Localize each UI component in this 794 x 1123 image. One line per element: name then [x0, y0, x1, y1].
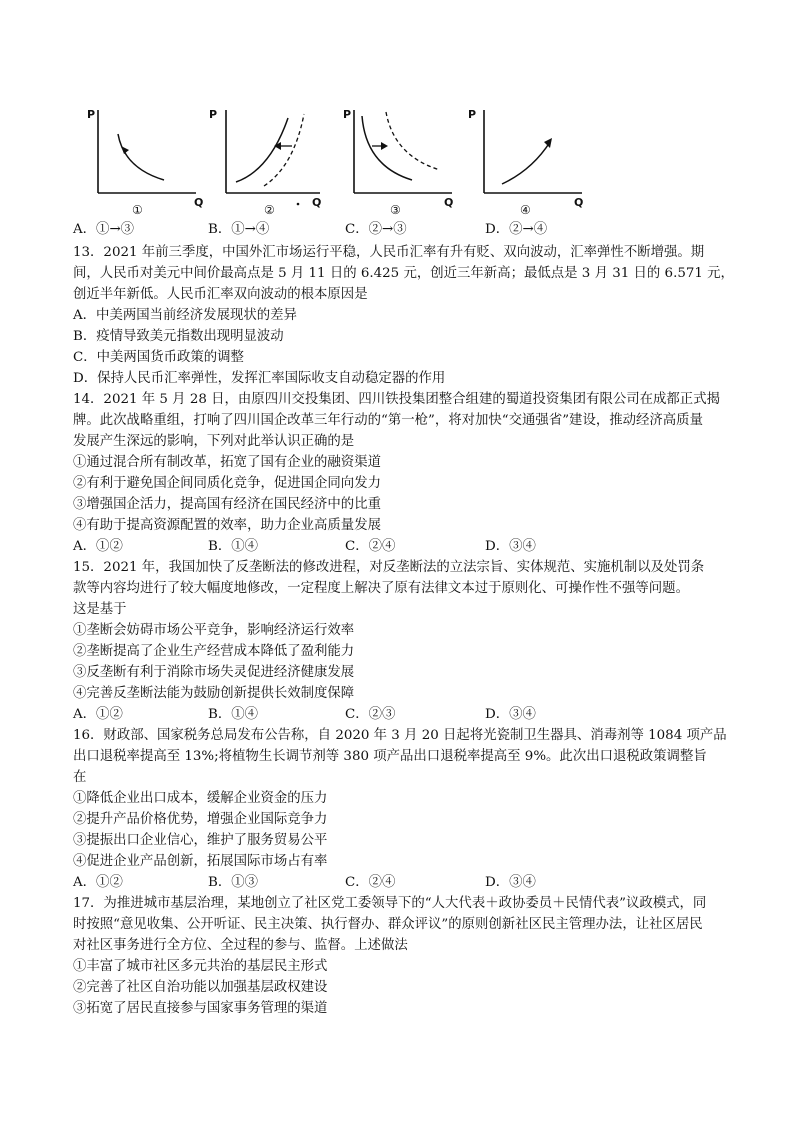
q12-option-c[interactable]: C．②→③: [345, 222, 407, 237]
q14-option-a[interactable]: A．①②: [73, 539, 123, 554]
graph-4-label: ④: [520, 203, 531, 217]
q16-option-b[interactable]: B．①③: [208, 875, 259, 890]
q13-stem-line-2: 间，人民币对美元中间价最高点是 5 月 11 日的 6.425 元，创近三年新高；最低点是 3 月 31 日的 6.571 元，: [73, 266, 734, 281]
q13-option-c[interactable]: C．中美两国货币政策的调整: [73, 350, 244, 365]
graph-4-plot: [470, 100, 590, 218]
q12-option-b[interactable]: B．①→④: [208, 222, 270, 237]
q14-item-4: ④有助于提高资源配置的效率，助力企业高质量发展: [73, 518, 381, 533]
q16-option-d[interactable]: D．③④: [485, 875, 536, 890]
graph-3-label: ③: [390, 203, 401, 217]
q15-item-4: ④完善反垄断法能为鼓励创新提供长效制度保障: [73, 686, 355, 701]
graph-2-label: ②: [264, 203, 275, 217]
q14-item-3: ③增强国企活力，提高国有经济在国民经济中的比重: [73, 497, 381, 512]
q17-stem-line-2: 时按照“意见收集、公开听证、民主决策、执行督办、群众评议”的原则创新社区民主管理办法，让社区居民: [73, 917, 703, 932]
graph-4-axis-p: P: [468, 108, 477, 121]
q16-option-a[interactable]: A．①②: [73, 875, 123, 890]
q17-stem-line-1: 17．为推进城市基层治理，某地创立了社区党工委领导下的“人大代表＋政协委员＋民情代表”议政模式，同: [73, 896, 707, 911]
graph-1-label: ①: [132, 203, 143, 217]
q17-item-2: ②完善了社区自治功能以加强基层政权建设: [73, 980, 328, 995]
q15-option-b[interactable]: B．①④: [208, 707, 259, 722]
q14-item-1: ①通过混合所有制改革，拓宽了国有企业的融资渠道: [73, 455, 381, 470]
graph-4-axis-q: Q: [574, 196, 584, 209]
q14-option-c[interactable]: C．②④: [345, 539, 396, 554]
graph-1-plot: [84, 100, 204, 218]
q15-stem-line-2: 款等内容均进行了较大幅度地修改，一定程度上解决了原有法律文本过于原则化、可操作性不强等问题。: [73, 581, 689, 596]
q14-option-b[interactable]: B．①④: [208, 539, 259, 554]
q15-item-3: ③反垄断有利于消除市场失灵促进经济健康发展: [73, 665, 355, 680]
q12-option-a[interactable]: A．①→③: [73, 222, 135, 237]
graph-4: [470, 100, 590, 218]
q16-stem-line-3: 在: [73, 770, 87, 785]
q14-option-d[interactable]: D．③④: [485, 539, 536, 554]
graph-3-plot: [340, 100, 460, 218]
q14-item-2: ②有利于避免国企间同质化竞争，促进国企同向发力: [73, 476, 381, 491]
graph-2-axis-q: Q: [312, 196, 322, 209]
q15-item-2: ②垄断提高了企业生产经营成本降低了盈利能力: [73, 644, 355, 659]
q16-item-4: ④促进企业产品创新，拓展国际市场占有率: [73, 854, 328, 869]
graph-1-axis-q: Q: [194, 196, 204, 209]
graph-3-axis-q: Q: [444, 196, 454, 209]
q16-item-2: ②提升产品价格优势，增强企业国际竞争力: [73, 812, 328, 827]
q15-item-1: ①垄断会妨碍市场公平竞争，影响经济运行效率: [73, 623, 355, 638]
graph-2-axis-p: P: [209, 108, 218, 121]
q15-stem-line-1: 15．2021 年，我国加快了反垄断法的修改进程，对反垄断法的立法宗旨、实体规范、实施机制以及处罚条: [73, 560, 705, 575]
q16-item-1: ①降低企业出口成本，缓解企业资金的压力: [73, 791, 328, 806]
q16-stem-line-1: 16．财政部、国家税务总局发布公告称，自 2020 年 3 月 20 日起将光瓷制卫生器具、消毒剂等 1084 项产品: [73, 728, 727, 743]
q13-stem-line-3: 创近半年新低。人民币汇率双向波动的根本原因是: [73, 287, 368, 302]
q17-item-3: ③拓宽了居民直接参与国家事务管理的渠道: [73, 1001, 328, 1016]
q12-option-d[interactable]: D．②→④: [485, 222, 548, 237]
q15-stem-line-3: 这是基于: [73, 602, 127, 617]
q16-stem-line-2: 出口退税率提高至 13%;将植物生长调节剂等 380 项产品出口退税率提高至 9%。此次出口退税政策调整旨: [73, 749, 707, 764]
q17-stem-line-3: 对社区事务进行全方位、全过程的参与、监督。上述做法: [73, 938, 408, 953]
q13-option-b[interactable]: B．疫情导致美元指数出现明显波动: [73, 329, 284, 344]
q13-option-a[interactable]: A．中美两国当前经济发展现状的差异: [73, 308, 297, 323]
q14-stem-line-1: 14．2021 年 5 月 28 日，由原四川交投集团、四川铁投集团整合组建的蜀道投资集团有限公司在成都正式揭: [73, 392, 720, 407]
q15-option-a[interactable]: A．①②: [73, 707, 123, 722]
q17-item-1: ①丰富了城市社区多元共治的基层民主形式: [73, 959, 328, 974]
graph-2: [209, 100, 332, 218]
q16-option-c[interactable]: C．②④: [345, 875, 396, 890]
q15-option-d[interactable]: D．③④: [485, 707, 536, 722]
q16-item-3: ③提振出口企业信心，维护了服务贸易公平: [73, 833, 328, 848]
q13-stem-line-1: 13．2021 年前三季度，中国外汇市场运行平稳，人民币汇率有升有贬、双向波动，汇率弹性不断增强。期: [73, 245, 705, 260]
q14-stem-line-2: 牌。此次战略重组，打响了四川国企改革三年行动的“第一枪”，将对加快“交通强省”建设，推动经济高质量: [73, 413, 703, 428]
q15-option-c[interactable]: C．②③: [345, 707, 396, 722]
graph-1: [84, 100, 204, 218]
q13-option-d[interactable]: D．保持人民币汇率弹性，发挥汇率国际收支自动稳定器的作用: [73, 371, 446, 386]
q14-stem-line-3: 发展产生深远的影响，下列对此举认识正确的是: [73, 434, 355, 449]
graph-3-axis-p: P: [343, 108, 352, 121]
graph-3: [340, 100, 460, 218]
graph-1-axis-p: P: [87, 108, 96, 121]
